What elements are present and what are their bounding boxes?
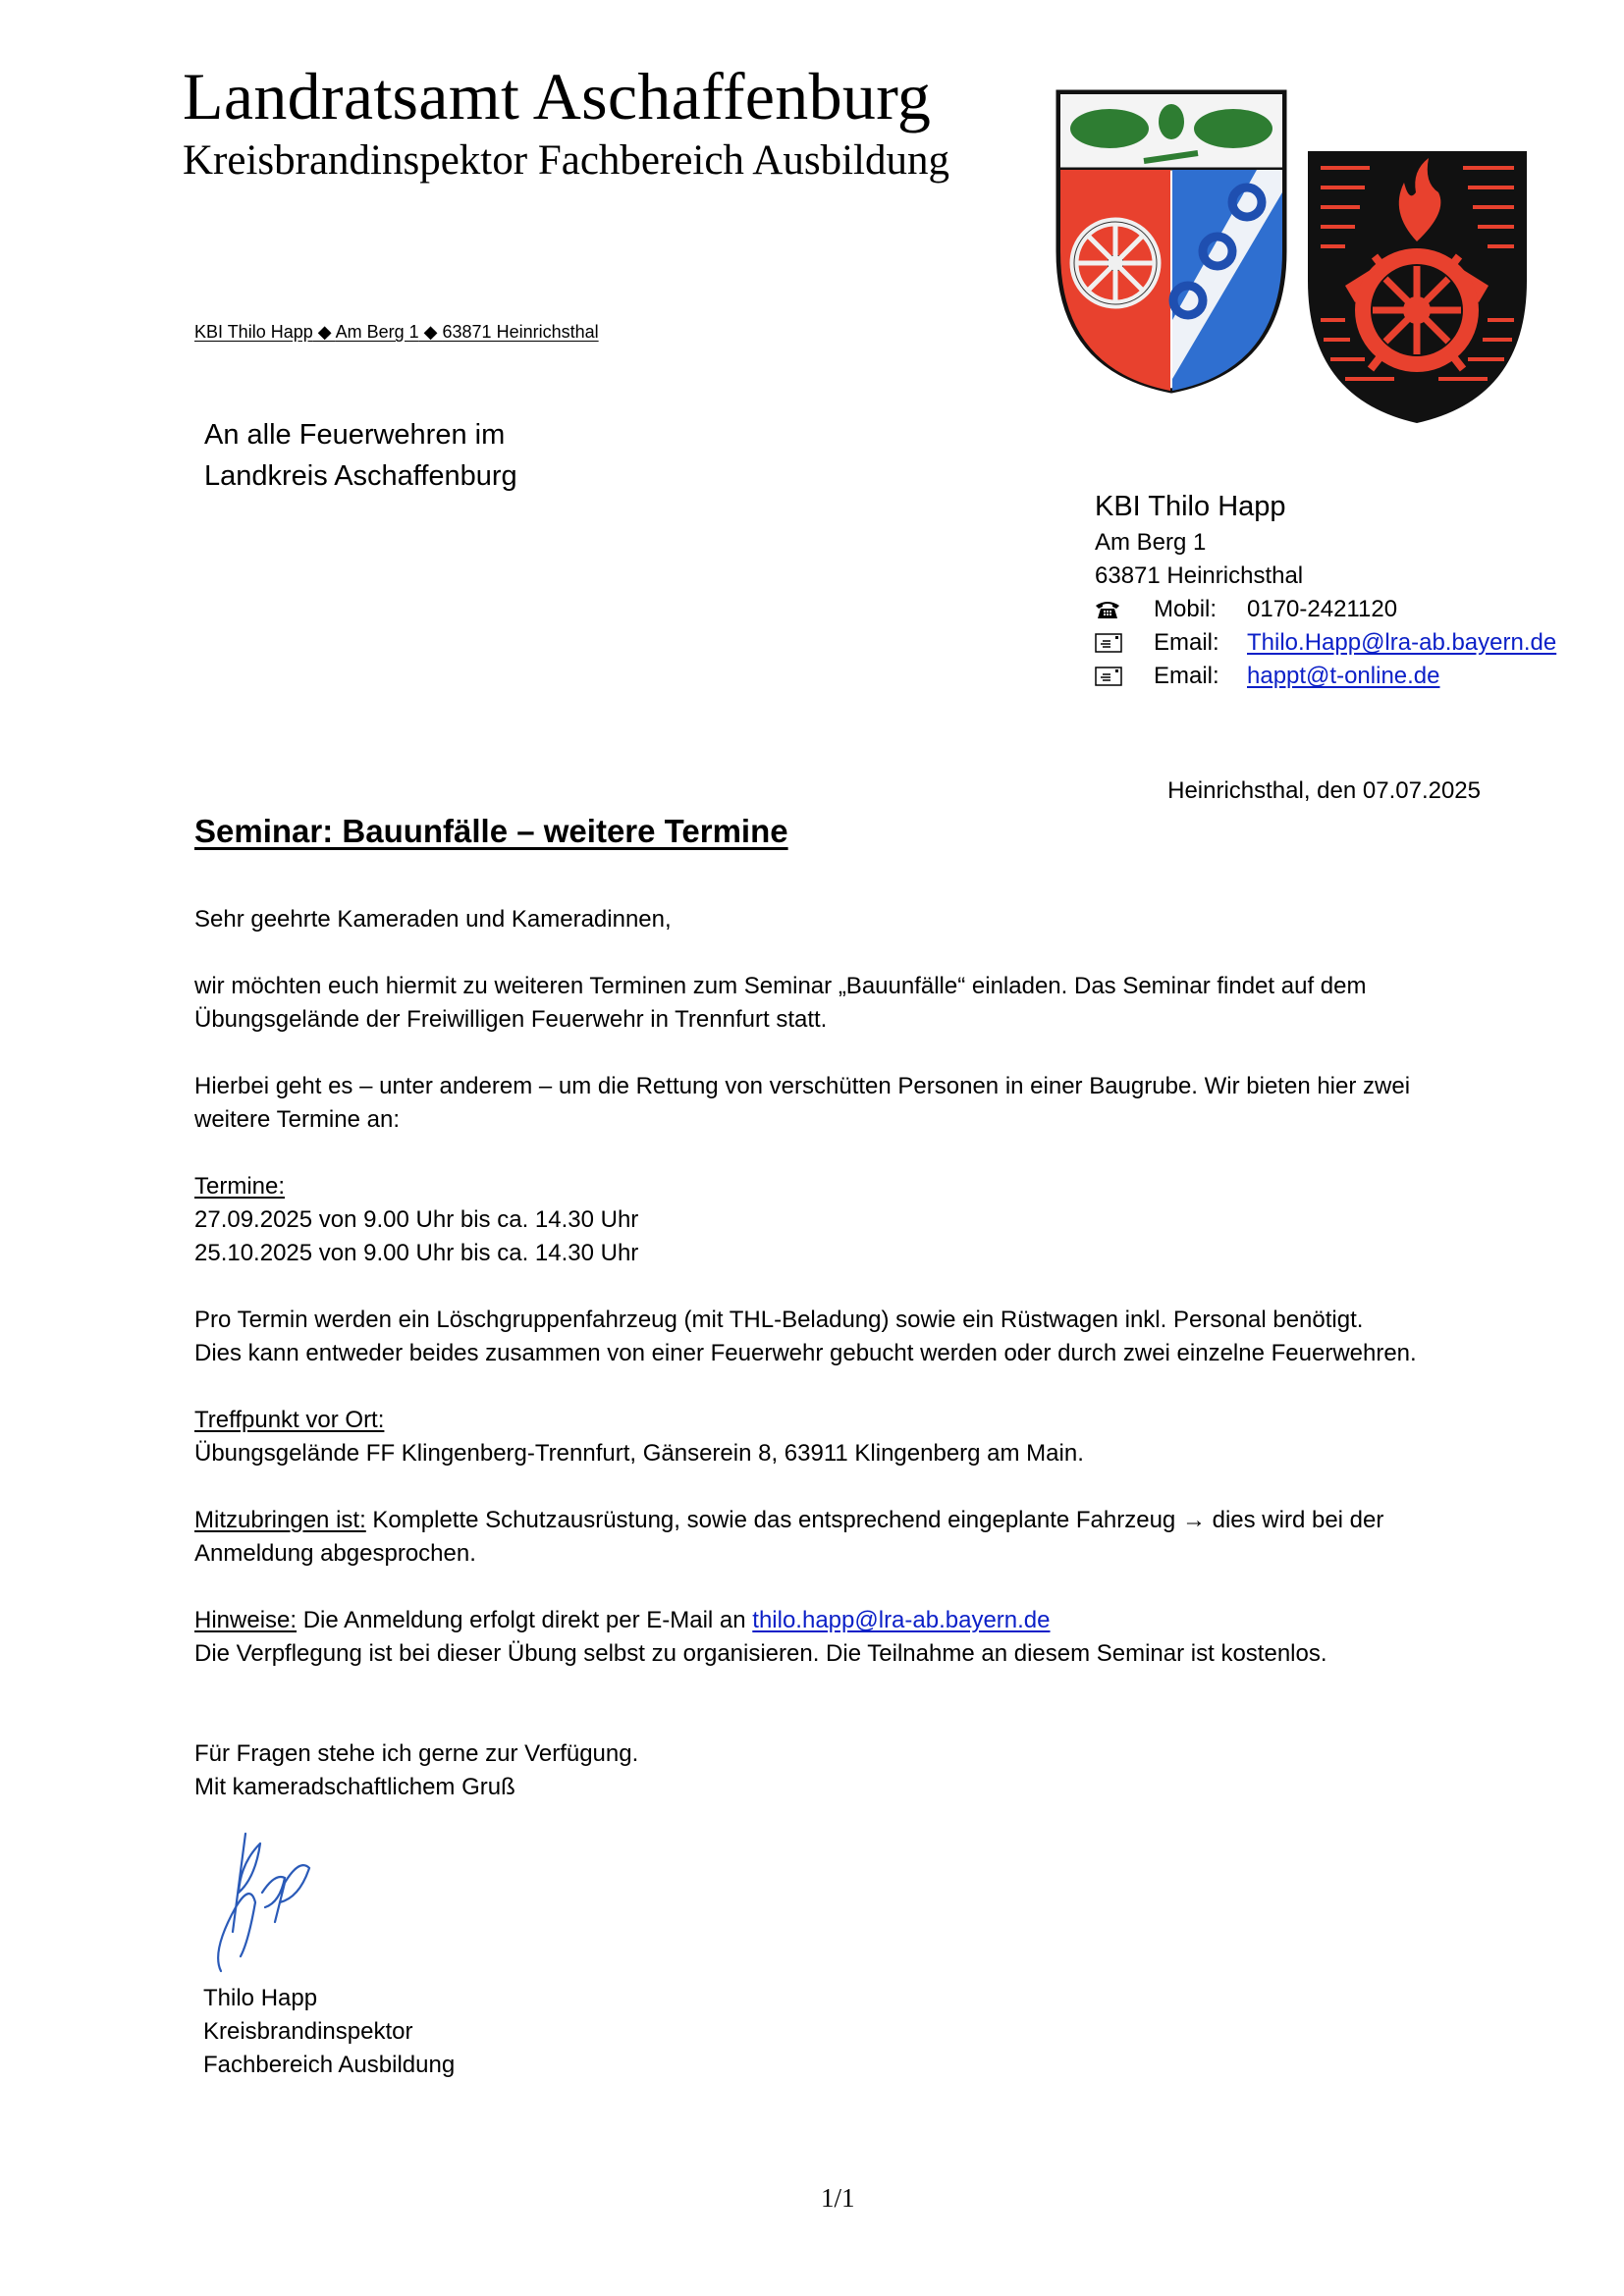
date-item: 27.09.2025 von 9.00 Uhr bis ca. 14.30 Uhr xyxy=(194,1206,639,1233)
separator-diamond-icon: ◆ xyxy=(418,322,443,342)
page-number: 1/1 xyxy=(821,2183,855,2213)
return-address xyxy=(194,322,599,343)
notes-text: Die Anmeldung erfolgt direkt per E-Mail an xyxy=(297,1607,753,1633)
return-address-city: 63871 Heinrichsthal xyxy=(442,322,599,342)
handwritten-signature-icon xyxy=(201,1824,339,1986)
return-address-street: Am Berg 1 xyxy=(335,322,419,342)
letter-date: Heinrichsthal, den 07.07.2025 xyxy=(1167,777,1481,804)
sender-name: KBI Thilo Happ xyxy=(1095,491,1286,522)
recipient-line-2: Landkreis Aschaffenburg xyxy=(204,460,517,492)
bring-section xyxy=(194,1504,1483,1571)
paragraph-topic: Hierbei geht es – unter anderem – um die Rettung von verschütten Personen in einer Baugrube. Wir bieten hier zwei weitere Termine an: xyxy=(194,1073,1411,1133)
contact-row-mobile xyxy=(1095,593,1556,626)
email-link-secondary[interactable]: happt@t-online.de xyxy=(1247,663,1440,689)
separator-diamond-icon: ◆ xyxy=(312,322,336,342)
catering-note: Die Verpflegung ist bei dieser Übung selbst zu organisieren. Die Teilnahme an diesem Seminar ist kostenlos. xyxy=(194,1640,1327,1667)
district-coat-of-arms-icon xyxy=(1051,84,1542,428)
contact-row-email-2 xyxy=(1095,660,1556,693)
paragraph-vehicles xyxy=(194,1304,1483,1370)
questions-line: Für Fragen stehe ich gerne zur Verfügung. xyxy=(194,1740,639,1767)
contact-label: Email: xyxy=(1154,629,1219,656)
contact-row-email-1 xyxy=(1095,626,1556,660)
email-link-primary[interactable]: Thilo.Happ@lra-ab.bayern.de xyxy=(1247,629,1557,656)
contact-label: Mobil: xyxy=(1154,596,1218,622)
signatory-department: Fachbereich Ausbildung xyxy=(203,2052,456,2078)
fire-brigade-emblem-icon xyxy=(1308,151,1527,423)
sender-street: Am Berg 1 xyxy=(1095,529,1207,556)
sender-city: 63871 Heinrichsthal xyxy=(1095,562,1304,589)
dates-label: Termine: xyxy=(194,1173,286,1200)
signatory-name: Thilo Happ xyxy=(203,1985,318,2011)
notes-label: Hinweise: xyxy=(194,1607,298,1633)
closing-block xyxy=(194,1737,1483,1804)
date-item: 25.10.2025 von 9.00 Uhr bis ca. 14.30 Uhr xyxy=(194,1240,639,1266)
notes-section xyxy=(194,1604,1483,1671)
signatory-role: Kreisbrandinspektor xyxy=(203,2018,413,2045)
bring-label: Mitzubringen ist: xyxy=(194,1507,366,1533)
paragraph-intro: wir möchten euch hiermit zu weiteren Terminen zum Seminar „Bauunfälle“ einladen. Das Seminar findet auf dem Übungsgelände der Freiwilligen Feuerwehr in Trennfurt statt. xyxy=(194,973,1367,1033)
mobile-number: 0170-2421120 xyxy=(1247,596,1398,622)
telephone-icon xyxy=(1095,600,1154,619)
sender-block xyxy=(1095,487,1556,693)
greeting-line: Mit kameradschaftlichem Gruß xyxy=(194,1774,515,1800)
recipient-block xyxy=(204,414,517,497)
vehicles-line-1: Pro Termin werden ein Löschgruppenfahrzeug (mit THL-Beladung) sowie ein Rüstwagen inkl. Personal benötigt. xyxy=(194,1307,1364,1333)
return-address-name: KBI Thilo Happ xyxy=(194,322,313,342)
letterhead-subtitle: Kreisbrandinspektor Fachbereich Ausbildung xyxy=(183,137,949,184)
recipient-line-1: An alle Feuerwehren im xyxy=(204,419,506,451)
signatory-block xyxy=(203,1982,455,2082)
meeting-point-label: Treffpunkt vor Ort: xyxy=(194,1407,385,1433)
contact-label: Email: xyxy=(1154,663,1219,689)
meeting-point-address: Übungsgelände FF Klingenberg-Trennfurt, Gänserein 8, 63911 Klingenberg am Main. xyxy=(194,1440,1084,1467)
letterhead-title: Landratsamt Aschaffenburg xyxy=(183,59,932,133)
registration-email-link[interactable]: thilo.happ@lra-ab.bayern.de xyxy=(752,1607,1051,1633)
subject-heading: Seminar: Bauunfälle – weitere Termine xyxy=(194,813,788,849)
dates-section xyxy=(194,1170,1483,1270)
envelope-icon xyxy=(1095,633,1154,653)
meeting-point-section xyxy=(194,1404,1483,1470)
bring-text: Komplette Schutzausrüstung, sowie das entsprechend eingeplante Fahrzeug → dies wird bei der Anmeldung abgesprochen. xyxy=(194,1507,1384,1567)
coat-of-arms-group xyxy=(1051,84,1542,428)
vehicles-line-2: Dies kann entweder beides zusammen von einer Feuerwehr gebucht werden oder durch zwei einzelne Feuerwehren. xyxy=(194,1340,1417,1366)
envelope-icon xyxy=(1095,667,1154,686)
salutation: Sehr geehrte Kameraden und Kameradinnen, xyxy=(194,906,672,933)
